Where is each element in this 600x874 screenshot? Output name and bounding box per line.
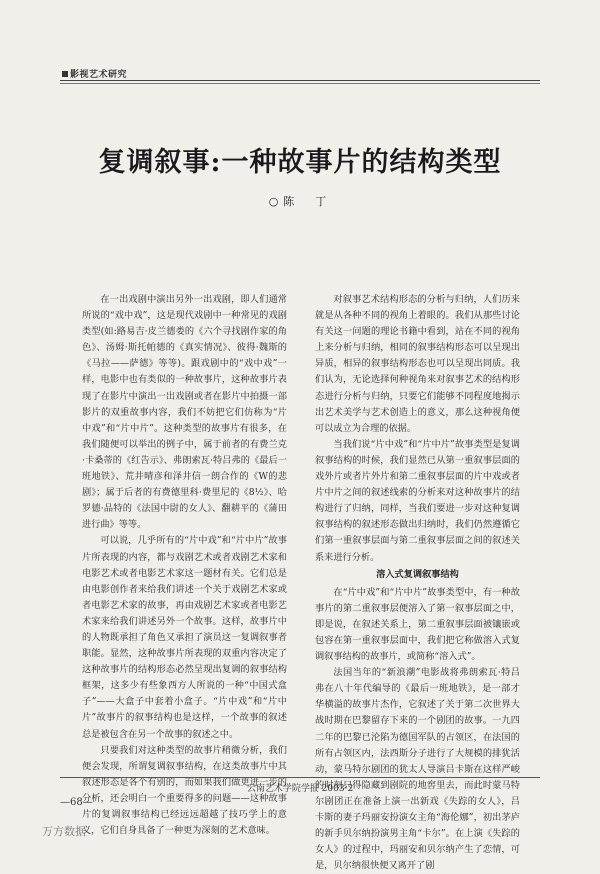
square-bullet-icon	[62, 71, 68, 77]
footer-rule	[60, 777, 540, 778]
body-paragraph: 当我们说“片中戏”和“片中片”故事类型是复调叙事结构的时候，我们显然已从第一重叙事层面的戏外片或者片外片和第二重叙事层面的片中戏或者片中片之间的叙述线索的分析来对这种故事片的结构进行了归纳，同样，当我们要进一步对这种复调叙事结构的叙述形态做出归纳时，我们仍然遵循它们第一重叙事层面与第二重叙事层面之间的叙述关系来进行分析。	[315, 438, 520, 563]
body-paragraph: 在一出戏剧中演出另外一出戏剧，即人们通常所说的“戏中戏”，这是现代戏剧中一种常见的戏剧类型(如:路易吉·皮兰德娄的《六个寻找剧作家的角色》、汤姆·斯托帕德的《真实情况》、彼得·魏斯的《马拉——萨德》等等)。跟戏剧中的“戏中戏”一样，电影中也有类似的一种故事片，这种故事片表现了在影片中演出一出戏剧或者在影片中拍摄一部影片的双重故事内容，我们不妨把它们仿称为“片中戏”和“片中片”。这种类型的故事片有很多，在我们随便可以举出的例子中，属于前者的有费兰克·卡桑蒂的《红告示》、弗朗索瓦·特吕弗的《最后一班地铁》、荒井晴彦和泽井信一朗合作的《W的悲剧》；属于后者的有费德里科·费里尼的《8½》、哈罗德·品特的《法国中尉的女人》、翻耕平的《蒲田进行曲》等等。	[82, 294, 287, 531]
watermark: 万方数据	[42, 825, 86, 838]
body-paragraph: 在“片中戏”和“片中片”故事类型中，有一种故事片的第二重叙事层便溶入了第一叙事层面之中，即是说，在叙述关系上，第二重叙事层面被镶嵌或包容在第一重叙事层面中，我们把它称做溶入式复调叙事结构的故事片，或简称“溶入式”。	[315, 586, 520, 663]
journal-name: 云南艺术学院学报 2003·2	[246, 784, 354, 794]
section-label	[62, 67, 127, 80]
body-paragraph: 法国当年的“新浪潮”电影战将弗朗索瓦·特吕弗在八十年代编导的《最后一班地铁》，是一部才华横溢的故事片杰作，它叙述了关于第二次世界大战时期在巴黎留存下来的一个剧团的故事。一九四二年的巴黎已沦陷为德国军队的占领区，在法国的所有占领区内，法西斯分子进行了大规模的排犹活动，蒙马特尔剧团的犹太人导演吕卡斯在这样严峻的时刻只得隐藏到剧院的地窖里去，而此时蒙马特尔剧团正在准备上演一出新戏《失踪的女人》，吕卡斯的妻子玛丽安扮演女主角“海伦娜”，初出茅庐的新手贝尔纳扮演男主角“卡尔”。在上演《失踪的女人》的过程中，玛丽安和贝尔纳产生了恋情，可是，贝尔纳很快便又离开了剧	[315, 667, 520, 872]
article-author: ○陈 丁	[268, 195, 332, 208]
header-rule-thin	[60, 83, 540, 84]
section-subheading: 溶入式复调叙事结构	[376, 568, 459, 580]
body-paragraph: 对叙事艺术结构形态的分析与归纳，人们历来就是从各种不同的视角上着眼的。我们从那些讨论有关这一问题的理论书籍中看到，站在不同的视角上来分析与归纳，相同的叙事结构形态可以呈现出异质，相异的叙事结构形态也可以呈现出同质。我们认为，无论选择何种视角来对叙事艺术的结构形态进行分析与归纳，只要它们能够不同程度地揭示出艺术美学与艺术创造上的意义，那么这种视角便可以成立为合理的依据。	[315, 294, 520, 434]
body-paragraph: 可以说，几乎所有的“片中戏”和“片中片”故事片所表现的内容，都与戏剧艺术或者戏剧艺术家和电影艺术或者电影艺术家这一题材有关。它们总是由电影创作者来给我们讲述一个关于戏剧艺术家或者电影艺术家的故事，再由戏剧艺术家或者电影艺术家来给我们讲述另外一个故事。这样，故事片中的人物既承担了角色又承担了演员这一复调叙事者职能。显然，这种故事片所表现的双重内容决定了这种故事片的结构形态必然呈现出复调的叙事结构框架，这多少有些象西方人所说的一种“中国式盒子”——大盒子中套着小盒子。“片中戏”和“片中片”故事片的叙事结构也是这样，一个故事的叙述总是被包含在另一个故事的叙述之中。	[82, 535, 287, 740]
section-label-text: 影视艺术研究	[70, 70, 128, 80]
article-title: 复调叙事:一种故事片的结构类型	[98, 147, 502, 178]
header-rule	[60, 80, 540, 81]
body-paragraph: 只要我们对这种类型的故事片稍微分析，我们便会发现，所谓复调叙事结构，在这类故事片中其叙述形态是各个有别的，而如果我们做更进一步的分析，还会明白一个重要得多的问题——这种故事片的复调叙事结构已经远远超越了技巧学上的意义，它们自身具备了一种更为深刻的艺术意味。	[82, 744, 287, 837]
page-number: —68—	[60, 797, 93, 808]
body-column-left	[82, 292, 287, 839]
